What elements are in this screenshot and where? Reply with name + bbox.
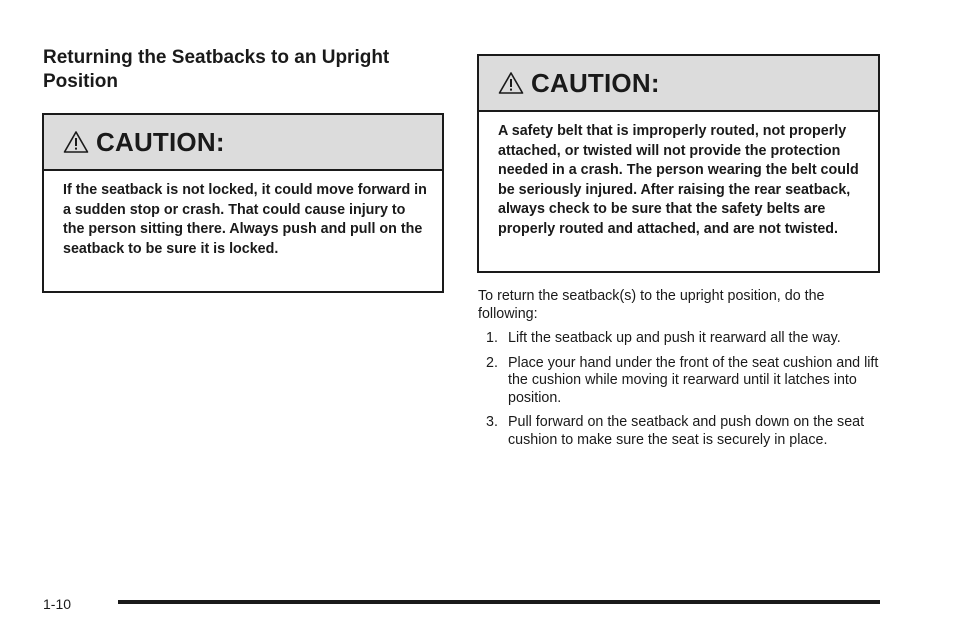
step-number: 2. — [486, 354, 498, 371]
caution-body: If the seatback is not locked, it could move forward in a sudden stop or crash. That could cause injury to the person sitting there. Always push and pull on the seatback to be sure it is locked. — [63, 182, 427, 257]
footer-rule — [118, 600, 880, 604]
step-item — [486, 330, 886, 348]
step-text: Place your hand under the front of the seat cushion and lift the cushion while moving it rearward until it latches into position. — [508, 354, 879, 406]
caution-title: CAUTION: — [531, 67, 660, 98]
caution-box-safety-belt — [477, 54, 880, 273]
caution-box-seatback-lock — [42, 113, 444, 293]
caution-title: CAUTION: — [96, 126, 225, 157]
step-number: 3. — [486, 414, 498, 430]
warning-triangle-icon — [63, 130, 89, 154]
page-number: 1-10 — [43, 596, 72, 612]
instruction-steps — [486, 330, 886, 456]
section-title: Returning the Seatbacks to an Upright Position — [43, 47, 390, 92]
step-number: 1. — [486, 330, 498, 346]
step-text: Pull forward on the seatback and push down on the seat cushion to make sure the seat is securely in place. — [508, 414, 865, 448]
caution-header — [479, 56, 878, 112]
instructions-intro: To return the seatback(s) to the upright position, do the following: — [478, 288, 825, 322]
caution-header — [44, 115, 442, 171]
caution-body: A safety belt that is improperly routed, not properly attached, or twisted will not provide the protection needed in a crash. The person wearing the belt could be seriously injured. After raising the rear seatback, always check to be sure that the safety belts are properly routed and attached, and are not twisted. — [498, 123, 859, 237]
step-item — [486, 414, 886, 449]
step-item — [486, 355, 886, 408]
warning-triangle-icon — [498, 71, 524, 95]
step-text: Lift the seatback up and push it rearward all the way. — [508, 330, 841, 346]
